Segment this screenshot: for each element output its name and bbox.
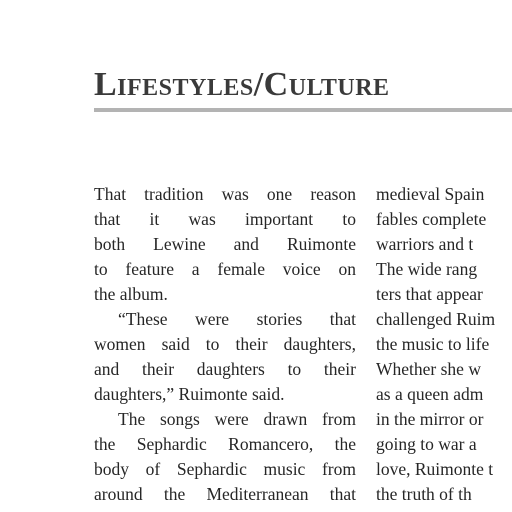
text-line: fables complete [376,209,487,229]
text-line: women said to their daughters, [94,334,356,354]
header-rule [94,108,512,112]
text-line: That tradition was one reason [94,184,356,204]
text-line: the album. [94,284,168,304]
text-line: warriors and t [376,234,474,254]
left-column [94,182,356,507]
text-line: that it was important to [94,209,356,229]
text-line: the Sephardic Romancero, the [94,434,356,454]
text-line: daughters,” Ruimonte said. [94,384,285,404]
text-line: The songs were drawn from [118,409,356,429]
right-column [376,182,512,507]
text-line: The wide rang [376,259,478,279]
text-line: Whether she w [376,359,481,379]
text-line: both Lewine and Ruimonte [94,234,356,254]
text-line: ters that appear [376,284,483,304]
text-line: love, Ruimonte t [376,459,494,479]
text-line: challenged Ruim [376,309,496,329]
text-line: the music to life [376,334,490,354]
text-line: “These were stories that [118,309,356,329]
text-line: going to war a [376,434,477,454]
text-line: in the mirror or [376,409,484,429]
section-header: Lifestyles/Culture [94,66,390,103]
text-line: around the Mediterranean that [94,484,356,504]
text-line: the truth of th [376,484,472,504]
text-line: as a queen adm [376,384,484,404]
text-line: body of Sephardic music from [94,459,356,479]
text-line: and their daughters to their [94,359,356,379]
text-line: medieval Spain [376,184,485,204]
text-line: to feature a female voice on [94,259,356,279]
